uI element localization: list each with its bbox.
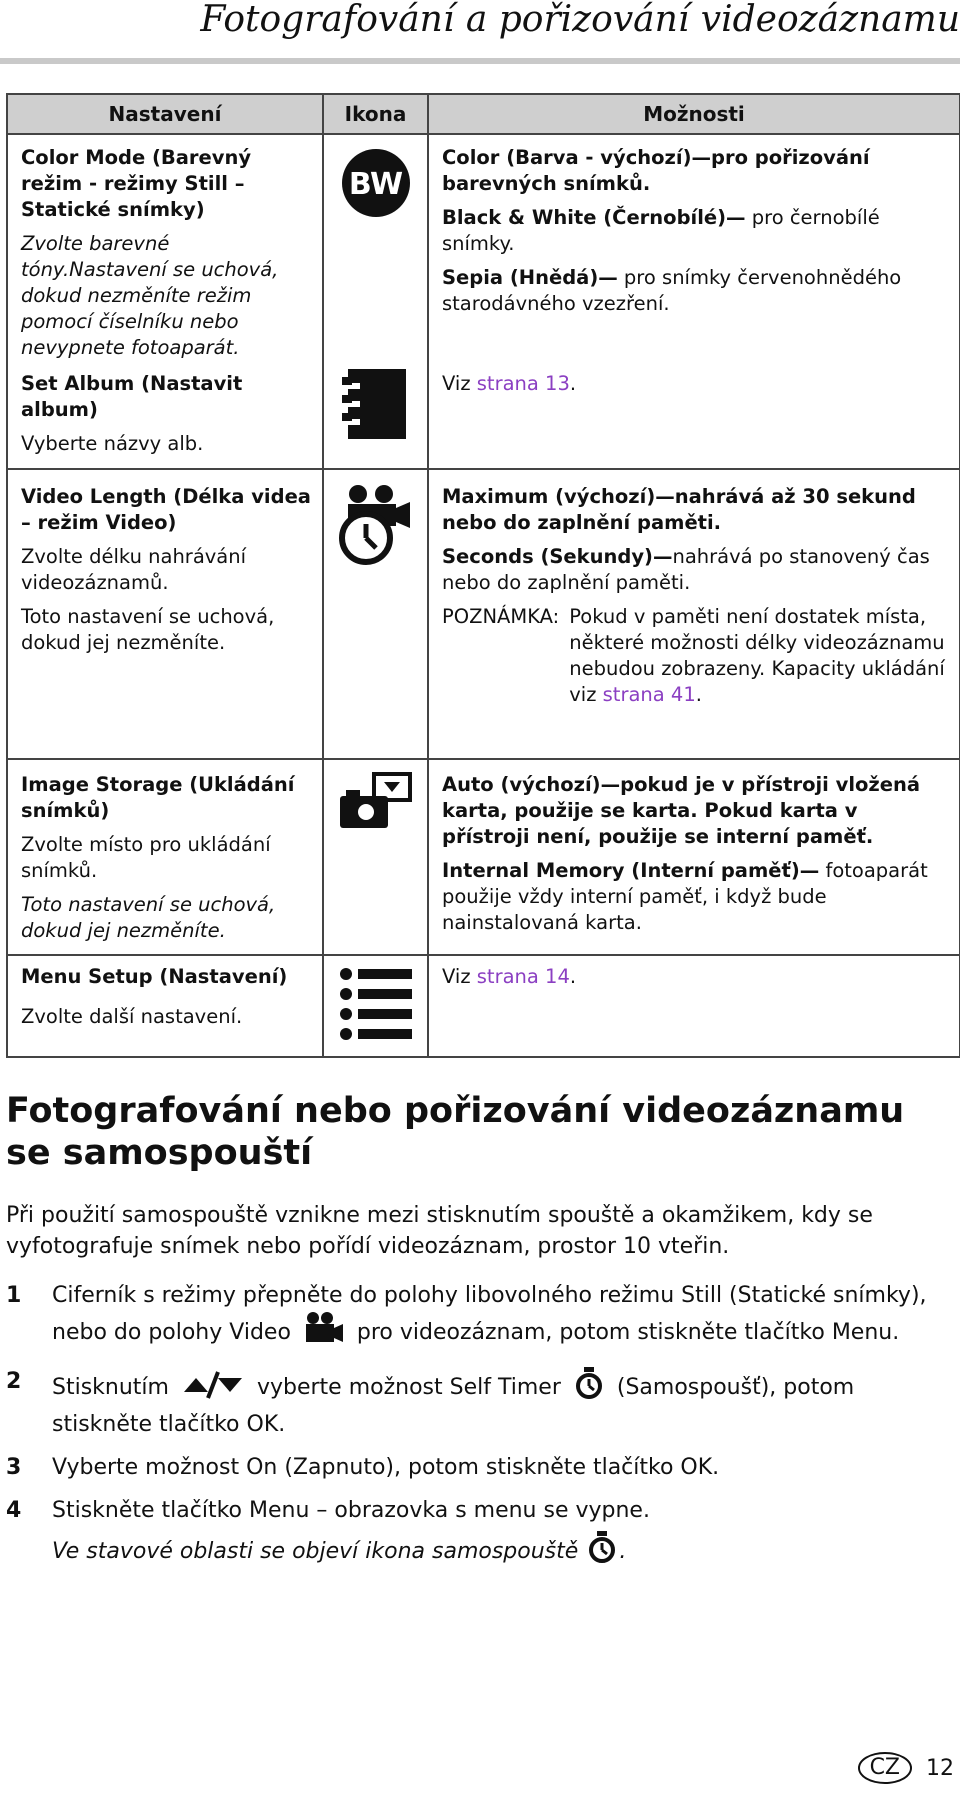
page-header-title: Fotografování a pořizování videozáznamu (200, 0, 960, 40)
step-text: Stisknutím vyberte možnost Self Timer (Samospoušť), potom stiskněte tlačítko OK. (52, 1366, 954, 1440)
step-number: 1 (6, 1283, 22, 1308)
note (442, 604, 945, 708)
section-title: Fotografování nebo pořizování videozáznamu se samospouští (6, 1091, 905, 1173)
setting-description: Vyberte názvy alb. (21, 432, 204, 455)
setting-title: Menu Setup (Nastavení) (21, 965, 288, 988)
setting-title: Video Length (Délka videa – režim Video) (21, 485, 311, 534)
table-row (7, 955, 960, 1057)
svg-text:BW: BW (348, 167, 403, 202)
video-camera-icon (304, 1311, 344, 1354)
table-row (7, 469, 960, 759)
page-link[interactable]: strana 14 (476, 965, 570, 988)
page-footer (858, 1752, 954, 1784)
step-text (52, 1495, 954, 1573)
step-note: Ve stavové oblasti se objeví ikona samospouště . (52, 1530, 954, 1573)
self-timer-icon (587, 1530, 617, 1573)
settings-table (6, 93, 960, 1058)
option-item: Auto (výchozí)—pokud je v přístroji vložená karta, použije se karta. Pokud karta v přístroji není, použije se interní paměť. (442, 773, 921, 848)
setting-description: Toto nastavení se uchová, dokud jej nezměníte. (21, 893, 276, 942)
self-timer-icon (574, 1366, 604, 1409)
page-link[interactable]: strana 13 (476, 372, 570, 395)
storage-icon (336, 772, 416, 839)
table-row (7, 134, 960, 361)
option-item: Internal Memory (Interní paměť)— fotoaparát použije vždy interní paměť, i když bude nainstalovaná karta. (442, 859, 928, 934)
setting-description: Zvolte další nastavení. (21, 1005, 243, 1028)
setting-title: Color Mode (Barevný režim - režimy Still – Statické snímky) (21, 146, 252, 221)
table-header-row (7, 94, 960, 134)
option-item: Sepia (Hnědá)— pro snímky červenohnědého starodávného vzezření. (442, 266, 902, 315)
header-rule (0, 58, 960, 64)
video-length-icon (336, 482, 416, 575)
step-number: 4 (6, 1498, 22, 1523)
setting-description: Zvolte místo pro ukládání snímků. (21, 833, 271, 882)
note-text: Pokud v paměti není dostatek místa, některé možnosti délky videozáznamu nebudou zobrazeny. Kapacity ukládání viz strana 41. (569, 605, 945, 706)
col-header-icon: Ikona (323, 94, 428, 134)
option-see-page: Viz strana 13. (442, 372, 577, 395)
option-item: Color (Barva - výchozí)—pro pořizování barevných snímků. (442, 146, 870, 195)
list-item (6, 1366, 954, 1440)
step-number: 3 (6, 1455, 22, 1480)
language-badge: CZ (858, 1752, 912, 1784)
step-text: Ciferník s režimy přepněte do polohy libovolného režimu Still (Statické snímky), nebo do polohy Video pro videozáznam, potom stiskněte tlačítko Menu. (52, 1280, 954, 1354)
setting-description: Zvolte barevné tóny.Nastavení se uchová, dokud nezměníte režim pomocí číselníku nebo nevypnete fotoaparát. (21, 232, 279, 359)
step-line: Stiskněte tlačítko Menu – obrazovka s menu se vypne. (52, 1498, 650, 1523)
option-item: Maximum (výchozí)—nahrává až 30 sekund nebo do zaplnění paměti. (442, 485, 916, 534)
bw-icon (340, 147, 412, 226)
option-item: Seconds (Sekundy)—nahrává po stanovený čas nebo do zaplnění paměti. (442, 545, 930, 594)
col-header-options: Možnosti (428, 94, 960, 134)
setting-title: Set Album (Nastavit album) (21, 372, 243, 421)
option-see-page: Viz strana 14. (442, 965, 577, 988)
menu-setup-icon (338, 964, 414, 1049)
option-item: Black & White (Černobílé)— pro černobílé snímky. (442, 206, 880, 255)
table-row (7, 759, 960, 955)
step-text: Vyberte možnost On (Zapnuto), potom stiskněte tlačítko OK. (52, 1455, 720, 1480)
setting-description: Zvolte délku nahrávání videozáznamů. (21, 545, 247, 594)
page-link[interactable]: strana 41 (602, 683, 696, 706)
list-item (6, 1452, 954, 1483)
up-down-arrows-icon (182, 1370, 244, 1409)
list-item (6, 1495, 954, 1573)
list-item (6, 1280, 954, 1354)
page-number: 12 (926, 1755, 954, 1781)
col-header-settings: Nastavení (7, 94, 323, 134)
album-icon (340, 367, 412, 448)
note-label: POZNÁMKA: (442, 605, 560, 628)
table-row (7, 361, 960, 469)
setting-title: Image Storage (Ukládání snímků) (21, 773, 295, 822)
setting-description: Toto nastavení se uchová, dokud jej nezměníte. (21, 605, 275, 654)
step-number: 2 (6, 1369, 22, 1394)
section-intro: Při použití samospouště vznikne mezi stisknutím spouště a okamžikem, kdy se vyfotografuje snímek nebo pořídí videozáznam, prostor 10 vteřin. (6, 1203, 873, 1259)
steps-list (6, 1280, 954, 1585)
